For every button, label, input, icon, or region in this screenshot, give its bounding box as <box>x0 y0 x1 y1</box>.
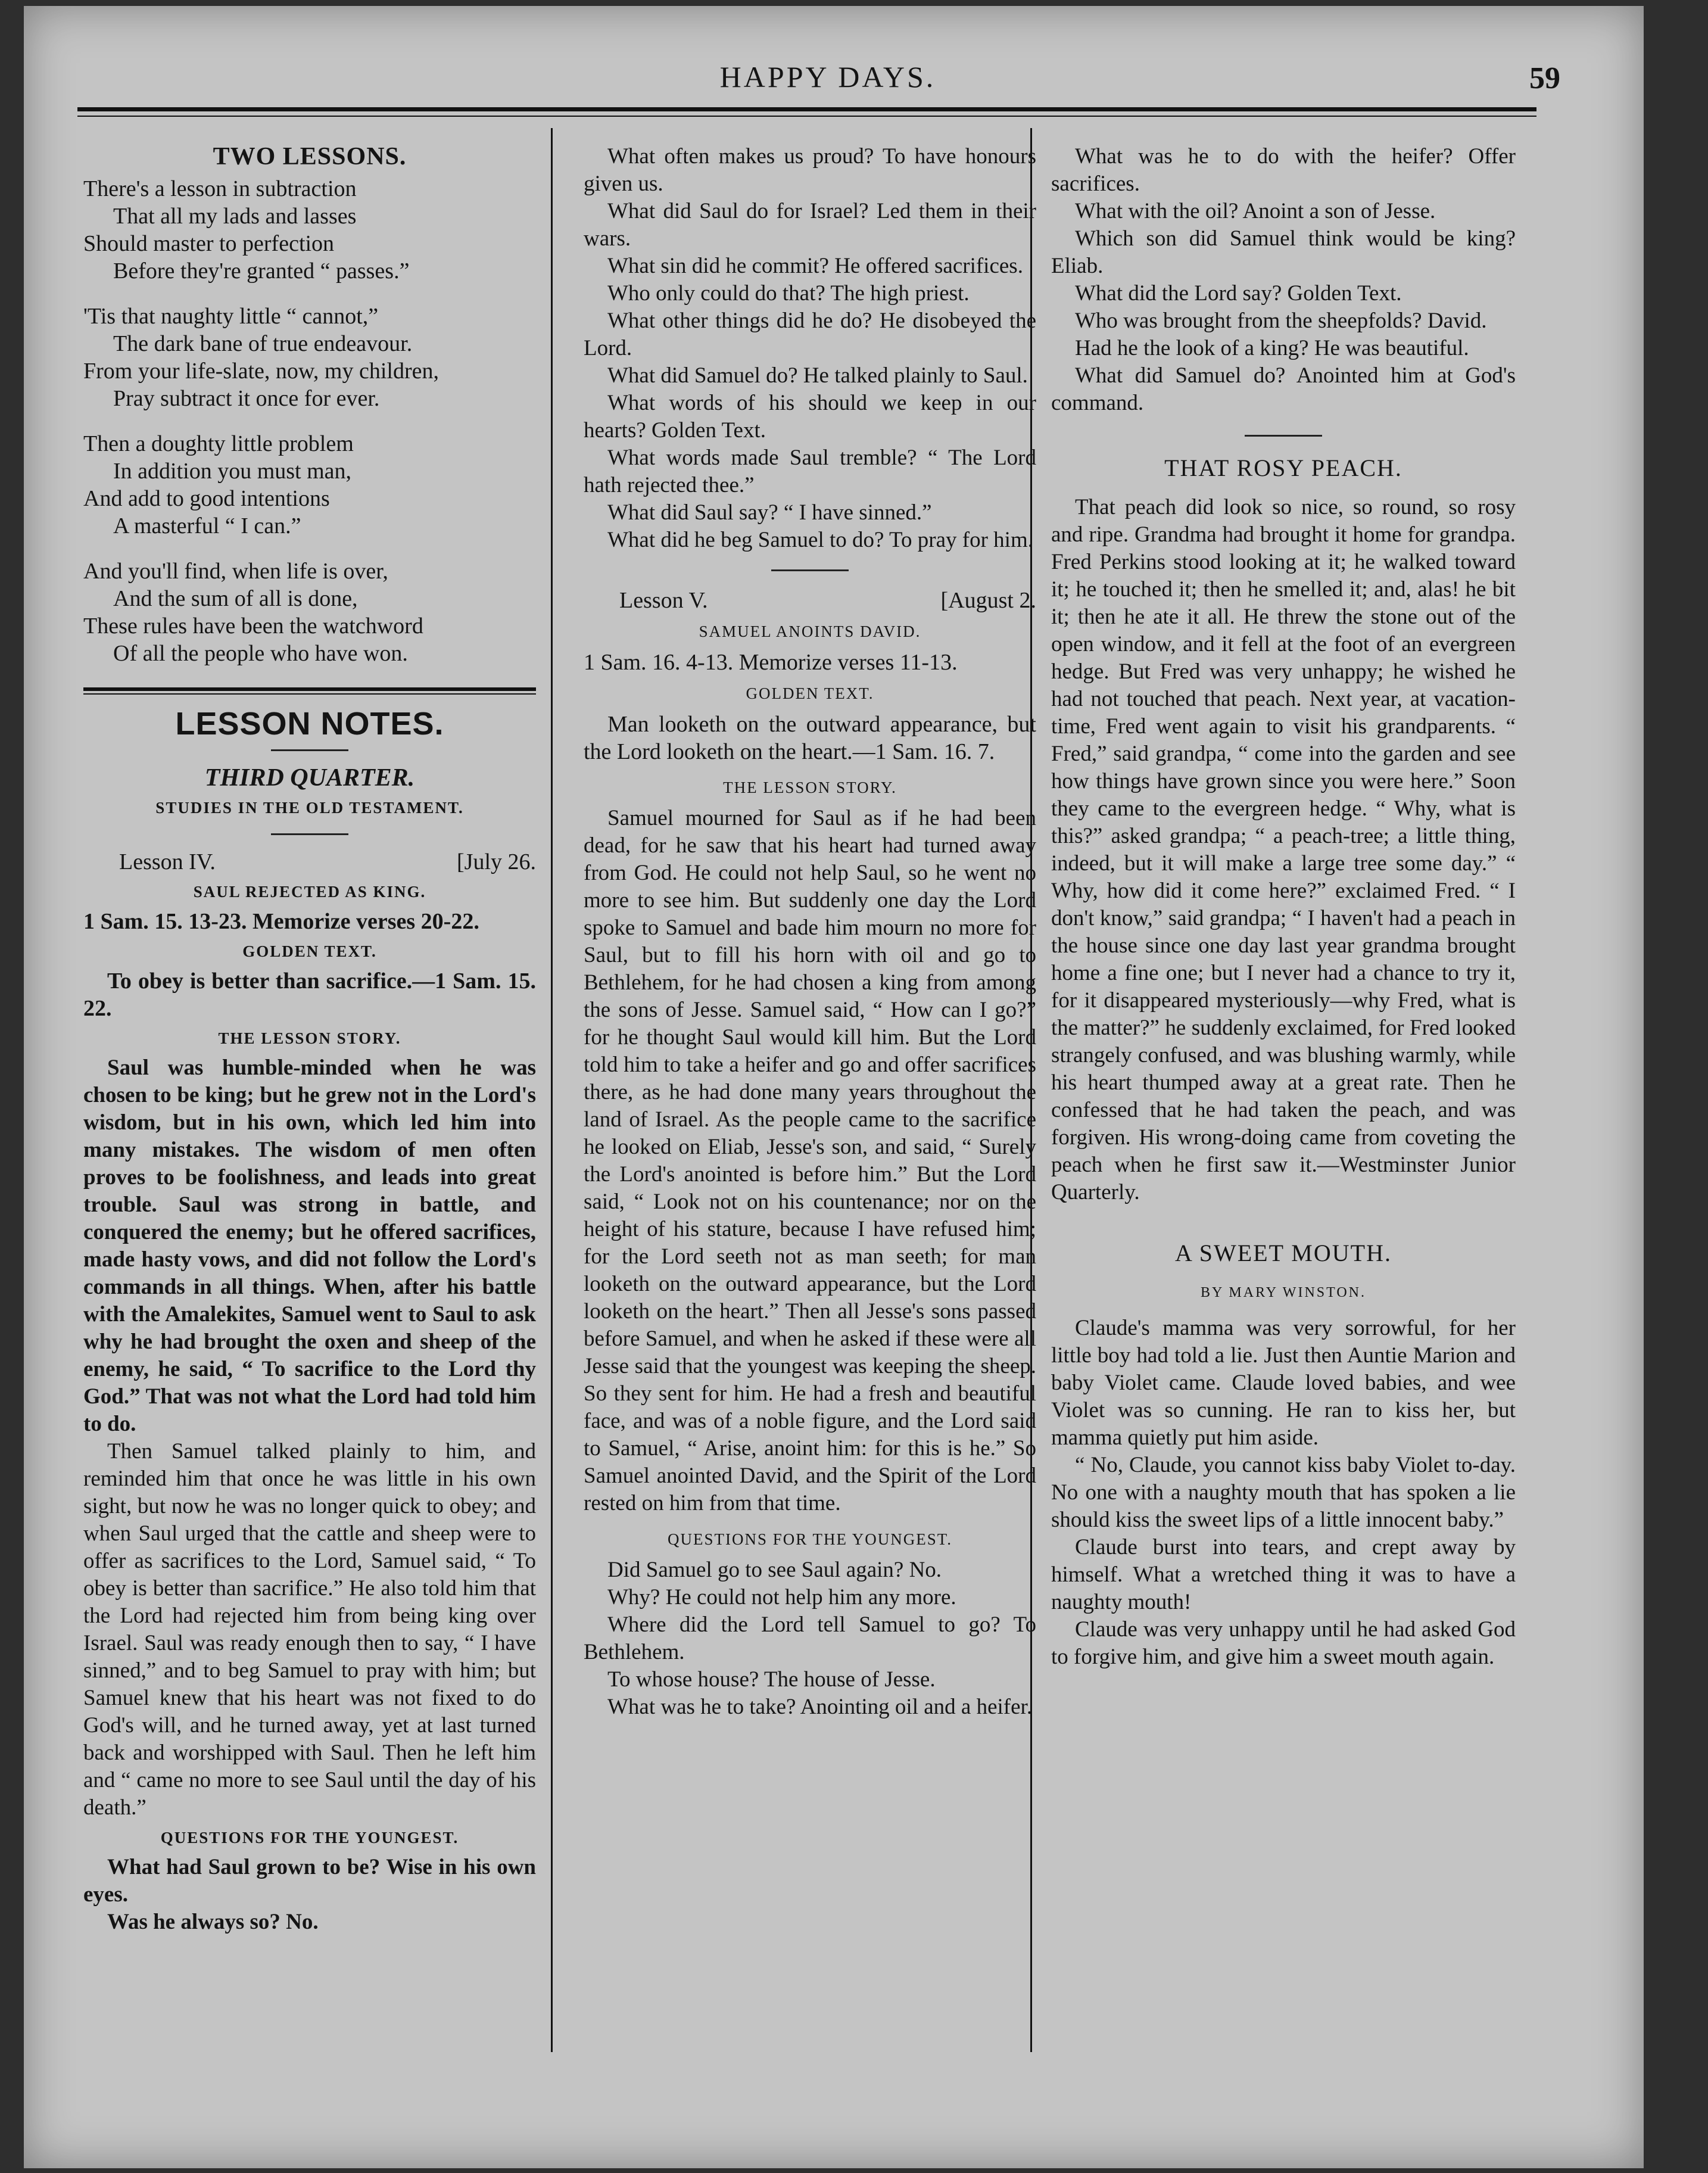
poem-line: The dark bane of true endeavour. <box>113 331 413 356</box>
short-rule <box>271 833 348 835</box>
column-3 <box>1051 143 1516 1671</box>
short-rule <box>1245 435 1322 437</box>
question-item: What sin did he commit? He offered sacrifices. <box>607 254 1023 278</box>
poem-line: And add to good intentions <box>83 486 330 511</box>
poem-stanza-3 <box>83 430 536 540</box>
poem-line: And you'll find, when life is over, <box>83 559 388 584</box>
peach-story-paragraph: That peach did look so nice, so round, so rosy and ripe. Grandma had brought it home for grandpa. Fred Perkins stood looking at it; he walked toward it; he touched it; then he smelled it; and, alas! he bit it; then he ate it all. He threw the stone out of the open window, and it fell at the foot of an evergreen hedge. But Fred was very unhappy; he wished he had not touched that peach. Next year, at vacation-time, Fred went again to visit his grandparents. “ Fred,” said grandpa, “ come into the garden and see how things have grown since you were here.” Soon they came to the evergreen hedge. “ Why, what is this?” asked grandpa; “ a peach-tree; a little thing, indeed, but it will make a large tree some day.” “ Why, how did it come here?” exclaimed Fred. “ I don't know,” said grandpa; “ I haven't had a peach in the house since one day last year grandma brought home a fine one; but I never had a chance to try it, for it disappeared mysteriously—why Fred, what is the matter?” he suddenly exclaimed, for Fred looked strangely confused, and was blushing warmly, while his heart thumped away at a great rate. Then he confessed that he had taken the peach, and was forgiven. His wrong-doing came from coveting the peach when he first saw it.—Westminster Junior Quarterly. <box>1051 495 1516 1204</box>
story-byline: BY MARY WINSTON. <box>1200 1285 1367 1300</box>
question-item: Who was brought from the sheepfolds? David. <box>1075 309 1487 333</box>
poem-line: There's a lesson in subtraction <box>83 176 357 201</box>
question-item: Was he always so? No. <box>107 1910 319 1934</box>
lesson-label: Lesson IV. <box>119 849 216 874</box>
question-item: What did Saul say? “ I have sinned.” <box>607 500 932 525</box>
lesson-story-paragraph: Then Samuel talked plainly to him, and reminded him that once he was little in his own sight, but now he was no longer quick to obey; and when Saul urged that the cattle and sheep were to offer as sacrifices to the Lord, Samuel said, “ To obey is better than sacrifice.” He also told him that the Lord had rejected him from being king over Israel. Saul was ready enough then to say, “ I have sinned,” and to beg Samuel to pray with him; but Samuel knew that his heart was not fixed to do God's will, and he turned away, yet at last turned back and worshipped with Saul. Then he left him and “ came no more to see Saul until the day of his death.” <box>83 1439 536 1820</box>
poem-line: Then a doughty little problem <box>83 431 354 456</box>
lesson-iv-header <box>83 848 536 876</box>
question-item: What was he to do with the heifer? Offer sacrifices. <box>1051 144 1516 196</box>
question-item: Did Samuel go to see Saul again? No. <box>607 1558 942 1582</box>
lesson-story-paragraph: Saul was humble-minded when he was chosen to be king; but he grew not in the Lord's wisdom, but in his own, which led him into many mistakes. The wisdom of men often proves to be foolishness, and leads into great trouble. Saul was strong in battle, and conquered the enemy; but he offered sacrifices, made hasty vows, and did not follow the Lord's commands in all things. When, after his battle with the Amalekites, Samuel went to Saul to ask why he had brought the oxen and sheep of the enemy, he said, “ To sacrifice to the Lord thy God.” That was not what the Lord had told him to do. <box>83 1056 536 1436</box>
column-divider-1 <box>551 128 553 2052</box>
question-item: What did he beg Samuel to do? To pray for him. <box>607 528 1033 552</box>
short-rule <box>771 569 849 571</box>
newspaper-page <box>24 6 1644 2168</box>
question-item: What often makes us proud? To have honours given us. <box>584 144 1036 196</box>
lesson-subject: SAMUEL ANOINTS DAVID. <box>699 622 921 640</box>
lesson-story-heading: THE LESSON STORY. <box>723 779 897 796</box>
question-item: Who only could do that? The high priest. <box>607 281 970 306</box>
question-item: Had he the look of a king? He was beautiful. <box>1075 336 1469 360</box>
poem-line: In addition you must man, <box>113 459 352 484</box>
lesson-date: [July 26. <box>457 849 536 874</box>
poem-line: A masterful “ I can.” <box>113 513 301 538</box>
question-item: What words of his should we keep in our hearts? Golden Text. <box>584 391 1036 443</box>
poem-line: 'Tis that naughty little “ cannot,” <box>83 304 379 329</box>
poem-line: Of all the people who have won. <box>113 641 408 666</box>
question-item: What other things did he do? He disobeyed the Lord. <box>584 309 1036 360</box>
publication-title: HAPPY DAYS. <box>719 60 936 94</box>
story-title: A SWEET MOUTH. <box>1175 1240 1392 1266</box>
question-item: Where did the Lord tell Samuel to go? To Bethlehem. <box>584 1612 1036 1664</box>
question-item: What words made Saul tremble? “ The Lord hath rejected thee.” <box>584 446 1036 497</box>
story-paragraph: Claude burst into tears, and crept away by himself. What a wretched thing it was to have a naughty mouth! <box>1051 1535 1516 1614</box>
section-rule-thin <box>83 693 536 695</box>
column-2 <box>584 143 1036 1721</box>
quarter-heading: THIRD QUARTER. <box>204 764 415 792</box>
question-item: Which son did Samuel think would be king? Eliab. <box>1051 226 1516 278</box>
lesson-subject: SAUL REJECTED AS KING. <box>193 883 426 901</box>
golden-text-heading: GOLDEN TEXT. <box>746 684 874 702</box>
story-title: THAT ROSY PEACH. <box>1164 454 1402 481</box>
questions-heading: QUESTIONS FOR THE YOUNGEST. <box>667 1530 952 1548</box>
page-number: 59 <box>1529 61 1560 95</box>
poem-line: These rules have been the watchword <box>83 614 423 639</box>
question-item: What did Samuel do? He talked plainly to Saul. <box>607 363 1028 388</box>
lesson-story-paragraph: Samuel mourned for Saul as if he had been dead, for he saw that his heart had turned away from God. He could not help Saul, so he went no more to see him. But suddenly one day the Lord spoke to Samuel and bade him mourn no more for Saul, but to fill his horn with oil and go to Bethlehem, for he had chosen a king from among the sons of Jesse. Samuel said, “ How can I go?” for he thought Saul would kill him. But the Lord told him to take a heifer and go and offer sacrifices there, as he had done many years throughout the land of Israel. As the people came to the sacrifice he looked on Eliab, Jesse's son, and said, “ Surely the Lord's anointed is before him.” But the Lord said, “ Look not on his countenance; nor on the height of his stature, because I have refused him; for the Lord seeth not as man seeth; for man looketh on the outward appearance, but the Lord looketh on the heart.” Then all Jesse's sons passed before Samuel, and when he asked if these were all Jesse said that the youngest was keeping the sheep. So they sent for him. He had a fresh and beautiful face, and was of a noble figure, and the Lord said to Samuel, “ Arise, anoint him: for this is he.” So Samuel anointed David, and the Spirit of the Lord rested on him from that time. <box>584 806 1036 1515</box>
poem-line: Pray subtract it once for ever. <box>113 386 380 411</box>
question-item: What did the Lord say? Golden Text. <box>1075 281 1402 306</box>
poem-stanza-2 <box>83 303 536 412</box>
question-item: What with the oil? Anoint a son of Jesse. <box>1075 199 1436 223</box>
poem-line: That all my lads and lasses <box>113 204 357 229</box>
poem-line: From your life-slate, now, my children, <box>83 359 439 384</box>
lesson-notes-title: LESSON NOTES. <box>175 706 444 742</box>
poem-line: And the sum of all is done, <box>113 586 358 611</box>
lesson-date: [August 2. <box>940 588 1036 613</box>
header-rule-thick <box>77 107 1536 111</box>
poem-line: Should master to perfection <box>83 231 335 256</box>
header-rule-thin <box>77 116 1536 117</box>
poem-stanza-4 <box>83 558 536 667</box>
poem-stanza-1 <box>83 175 536 285</box>
column-1 <box>83 143 536 1936</box>
story-paragraph: Claude's mamma was very sorrowful, for her little boy had told a lie. Just then Auntie Marion and baby Violet came. Claude loved babies, and wee Violet was so cunning. He ran to kiss her, but mamma quietly put him aside. <box>1051 1316 1516 1450</box>
short-rule <box>271 749 348 751</box>
golden-text: To obey is better than sacrifice.—1 Sam. 15. 22. <box>83 969 536 1021</box>
golden-text-heading: GOLDEN TEXT. <box>242 942 377 960</box>
golden-text: Man looketh on the outward appearance, but the Lord looketh on the heart.—1 Sam. 16. 7. <box>584 712 1036 764</box>
studies-subheading: STUDIES IN THE OLD TESTAMENT. <box>155 799 464 817</box>
question-item: What was he to take? Anointing oil and a heifer. <box>607 1695 1033 1719</box>
lesson-v-header <box>584 587 1036 614</box>
lesson-story-heading: THE LESSON STORY. <box>218 1029 401 1047</box>
scripture-reference: 1 Sam. 15. 13-23. Memorize verses 20-22. <box>83 909 479 934</box>
page-header <box>95 60 1560 113</box>
question-item: What did Saul do for Israel? Led them in their wars. <box>584 199 1036 251</box>
poem-line: Before they're granted “ passes.” <box>113 259 410 284</box>
question-item: To whose house? The house of Jesse. <box>607 1667 936 1692</box>
question-item: What had Saul grown to be? Wise in his own eyes. <box>83 1855 536 1907</box>
section-rule <box>83 687 536 691</box>
story-paragraph: Claude was very unhappy until he had asked God to forgive him, and give him a sweet mouth again. <box>1051 1617 1516 1669</box>
question-item: What did Samuel do? Anointed him at God's command. <box>1051 363 1516 415</box>
lesson-label: Lesson V. <box>619 588 708 613</box>
scripture-reference: 1 Sam. 16. 4-13. Memorize verses 11-13. <box>584 650 958 675</box>
questions-heading: QUESTIONS FOR THE YOUNGEST. <box>160 1829 459 1847</box>
story-paragraph: “ No, Claude, you cannot kiss baby Violet to-day. No one with a naughty mouth that has spoken a lie should kiss the sweet lips of a little innocent baby.” <box>1051 1453 1516 1532</box>
question-item: Why? He could not help him any more. <box>607 1585 956 1609</box>
poem-title: TWO LESSONS. <box>213 143 407 170</box>
